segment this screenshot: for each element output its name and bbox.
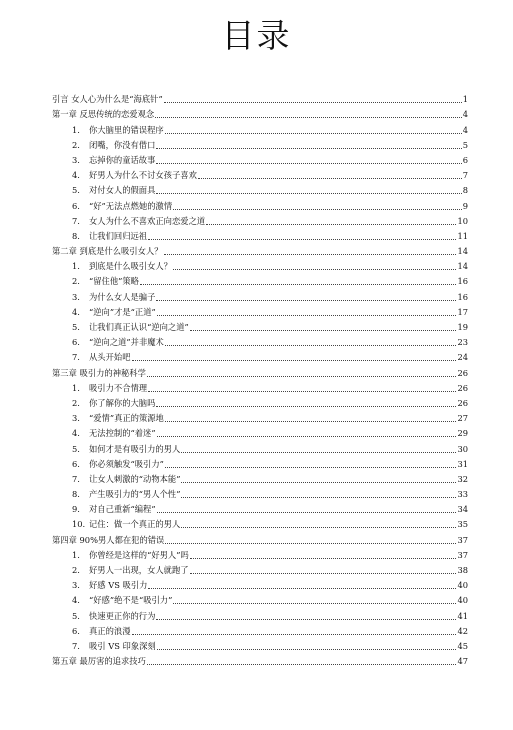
dot-leader <box>155 116 462 118</box>
toc-entry-label: 快速更正你的行为 <box>89 610 156 621</box>
toc-page-number: 7 <box>462 170 468 181</box>
dot-leader <box>173 268 456 270</box>
toc-entry-number: 3. <box>72 291 80 302</box>
toc-chapter-entry[interactable] <box>52 105 468 120</box>
toc-section-entry[interactable] <box>52 257 468 272</box>
toc-section-entry[interactable] <box>52 424 468 439</box>
toc-entry-label: 闭嘴，你没有借口 <box>89 139 156 150</box>
dot-leader <box>132 359 457 361</box>
toc-entry-number: 9. <box>72 504 80 515</box>
toc-page-number: 35 <box>457 519 468 530</box>
toc-entry-number: 2. <box>72 565 80 575</box>
toc-page-number: 17 <box>457 306 468 317</box>
toc-entry-number: 1. <box>72 549 80 560</box>
toc-entry-label: 吸引 VS 印象深刻 <box>89 640 156 651</box>
toc-entry-label: 产生吸引力的“男人个性” <box>89 489 181 500</box>
toc-page-number: 38 <box>457 565 468 575</box>
dot-leader <box>173 602 456 604</box>
toc-entry-number: 7. <box>72 352 80 363</box>
toc-section-entry[interactable] <box>52 606 468 621</box>
toc-page-number: 33 <box>457 489 468 500</box>
toc-entry-label: 好男人一出现，女人就跑了 <box>89 565 189 575</box>
toc-entry-label: 引言 女人心为什么是“海底针” <box>52 94 163 105</box>
table-of-contents <box>52 90 468 667</box>
toc-entry-number: 7. <box>72 640 80 651</box>
dot-leader <box>156 618 456 620</box>
toc-entry-number: 3. <box>72 413 80 424</box>
toc-entry-number: 4. <box>72 428 80 439</box>
toc-page-number: 32 <box>457 473 468 484</box>
toc-entry-number: 5. <box>72 322 80 332</box>
toc-entry-number: 5. <box>72 443 80 454</box>
toc-section-entry[interactable] <box>52 303 468 318</box>
toc-entry-number: 2. <box>72 397 80 408</box>
toc-entry-label: 吸引力不合情理 <box>89 382 148 393</box>
toc-chapter-entry[interactable] <box>52 363 468 378</box>
dot-leader <box>156 299 456 301</box>
toc-entry-label: 如何才是有吸引力的男人 <box>89 443 181 454</box>
toc-section-entry[interactable] <box>52 622 468 637</box>
toc-entry-label: 你曾经是这样的“好男人”吗 <box>89 549 189 560</box>
toc-section-entry[interactable] <box>52 196 468 211</box>
toc-entry-label: 从头开始吧 <box>89 352 131 363</box>
toc-section-entry[interactable] <box>52 576 468 591</box>
toc-page-number: 1 <box>462 94 468 105</box>
dot-leader <box>181 451 456 453</box>
toc-page-number: 11 <box>457 230 468 241</box>
dot-leader <box>157 648 457 650</box>
toc-entry-label: 到底是什么吸引女人？ <box>89 261 172 272</box>
toc-page-number: 9 <box>462 200 468 211</box>
toc-page-number: 6 <box>462 154 468 165</box>
dot-leader <box>198 177 462 179</box>
toc-page-number: 23 <box>457 337 468 348</box>
toc-section-entry[interactable] <box>52 151 468 166</box>
toc-entry-label: “留住他”策略 <box>89 276 139 287</box>
toc-entry-number: 6. <box>72 337 80 348</box>
toc-section-entry[interactable] <box>52 394 468 409</box>
dot-leader <box>165 132 462 134</box>
toc-chapter-entry[interactable] <box>52 652 468 667</box>
toc-entry-label: 女人为什么不喜欢正向恋爱之道 <box>89 215 206 226</box>
toc-entry-number: 7. <box>72 215 80 226</box>
dot-leader <box>156 147 461 149</box>
toc-entry-label: 让我们回归远祖 <box>89 230 148 241</box>
toc-page-number: 14 <box>457 261 468 272</box>
toc-section-entry[interactable] <box>52 348 468 363</box>
toc-entry-label: “逆向”才是“正道” <box>89 306 156 317</box>
toc-page-number: 8 <box>462 185 468 196</box>
toc-entry-number: 5. <box>72 185 80 196</box>
toc-entry-label: 你必须触发“吸引力” <box>89 458 164 469</box>
toc-section-entry[interactable] <box>52 637 468 652</box>
toc-section-entry[interactable] <box>52 485 468 500</box>
toc-page-number: 40 <box>457 595 468 606</box>
toc-entry-label: 对自己重新“编程” <box>89 504 156 515</box>
dot-leader <box>132 633 457 635</box>
dot-leader <box>164 253 457 255</box>
dot-leader <box>148 390 456 392</box>
dot-leader <box>165 466 457 468</box>
dot-leader <box>206 223 456 225</box>
toc-section-entry[interactable] <box>52 455 468 470</box>
toc-page-number: 16 <box>457 276 468 287</box>
toc-section-entry[interactable] <box>52 409 468 424</box>
dot-leader <box>157 435 457 437</box>
toc-page-number: 14 <box>457 246 468 257</box>
toc-section-entry[interactable] <box>52 136 468 151</box>
toc-page-number: 10 <box>457 215 468 226</box>
toc-page-number: 5 <box>462 139 468 150</box>
toc-entry-label: 好感 VS 吸引力 <box>89 580 148 591</box>
toc-section-entry[interactable] <box>52 318 468 333</box>
toc-entry-label: 让我们真正认识“逆向之道” <box>89 322 189 332</box>
dot-leader <box>164 101 462 103</box>
toc-page-number: 16 <box>457 291 468 302</box>
toc-section-entry[interactable] <box>52 379 468 394</box>
toc-section-entry[interactable] <box>52 166 468 181</box>
dot-leader <box>140 283 456 285</box>
dot-leader <box>147 375 457 377</box>
toc-section-entry[interactable] <box>52 515 468 530</box>
toc-entry-label: 你了解你的大脑吗 <box>89 397 156 408</box>
toc-section-entry[interactable] <box>52 181 468 196</box>
dot-leader <box>190 572 457 574</box>
toc-section-entry[interactable] <box>52 591 468 606</box>
dot-leader <box>148 587 456 589</box>
toc-entry-label: 第二章 到底是什么吸引女人？ <box>52 246 163 257</box>
toc-page-number: 37 <box>457 549 468 560</box>
toc-entry-label: 好男人为什么不讨女孩子喜欢 <box>89 170 197 181</box>
toc-entry-number: 6. <box>72 458 80 469</box>
toc-entry-label: 让女人刺激的“动物本能” <box>89 473 181 484</box>
toc-page-number: 40 <box>457 580 468 591</box>
toc-section-entry[interactable] <box>52 561 468 576</box>
toc-page-number: 30 <box>457 443 468 454</box>
dot-leader <box>181 526 456 528</box>
toc-section-entry[interactable] <box>52 546 468 561</box>
toc-entry-number: 7. <box>72 473 80 484</box>
toc-entry-label: “逆向之道”并非魔术 <box>89 337 164 348</box>
dot-leader <box>173 208 462 210</box>
toc-page-number: 26 <box>457 367 468 378</box>
dot-leader <box>165 420 457 422</box>
toc-section-entry[interactable] <box>52 470 468 485</box>
toc-entry-label: 第五章 最厉害的追求技巧 <box>52 656 146 667</box>
toc-entry-label: 为什么女人是骗子 <box>89 291 156 302</box>
toc-section-entry[interactable] <box>52 272 468 287</box>
dot-leader <box>157 314 457 316</box>
toc-page-number: 42 <box>457 625 468 636</box>
toc-entry-number: 8. <box>72 489 80 500</box>
toc-entry-number: 3. <box>72 580 80 591</box>
toc-entry-number: 1. <box>72 124 80 135</box>
dot-leader <box>147 663 457 665</box>
toc-page-number: 29 <box>457 428 468 439</box>
toc-page-number: 4 <box>462 109 468 120</box>
toc-page-number: 37 <box>457 534 468 545</box>
toc-entry-label: 无法控制的“着迷” <box>89 428 156 439</box>
toc-entry-number: 3. <box>72 154 80 165</box>
toc-entry-label: 第四章 90%男人都在犯的错误 <box>52 534 165 545</box>
toc-entry-label: 第一章 反思传统的恋爱观念 <box>52 109 155 120</box>
toc-entry-number: 5. <box>72 610 80 621</box>
toc-entry-label: “爱情”真正的策源地 <box>89 413 164 424</box>
toc-page-number: 26 <box>457 397 468 408</box>
dot-leader <box>190 557 457 559</box>
toc-entry-label: “好”无法点燃她的激情 <box>89 200 173 211</box>
toc-entry-number: 4. <box>72 306 80 317</box>
toc-section-entry[interactable] <box>52 212 468 227</box>
toc-page-number: 19 <box>457 322 468 332</box>
toc-chapter-entry[interactable] <box>52 242 468 257</box>
toc-entry-number: 1. <box>72 382 80 393</box>
dot-leader <box>165 344 457 346</box>
toc-chapter-entry[interactable] <box>52 530 468 545</box>
toc-entry-number: 1. <box>72 261 80 272</box>
toc-page-number: 31 <box>457 458 468 469</box>
dot-leader <box>181 496 456 498</box>
toc-page-number: 4 <box>462 124 468 135</box>
dot-leader <box>156 405 456 407</box>
dot-leader <box>181 481 456 483</box>
toc-chapter-entry[interactable] <box>52 90 468 105</box>
dot-leader <box>157 511 457 513</box>
toc-entry-label: 记住：做一个真正的男人 <box>89 519 181 530</box>
toc-entry-label: 忘掉你的童话故事 <box>89 154 156 165</box>
toc-entry-number: 8. <box>72 230 80 241</box>
toc-page-number: 26 <box>457 382 468 393</box>
toc-page-number: 41 <box>457 610 468 621</box>
toc-section-entry[interactable] <box>52 500 468 515</box>
toc-page-number: 24 <box>457 352 468 363</box>
toc-entry-number: 10. <box>72 519 86 530</box>
toc-entry-label: 真正的浪漫 <box>89 625 131 636</box>
toc-entry-number: 2. <box>72 139 80 150</box>
toc-section-entry[interactable] <box>52 333 468 348</box>
toc-entry-number: 6. <box>72 625 80 636</box>
toc-page-number: 45 <box>457 640 468 651</box>
toc-page-number: 47 <box>457 656 468 667</box>
dot-leader <box>156 192 461 194</box>
page-title: 目录 <box>221 16 292 55</box>
toc-entry-label: “好感”绝不是“吸引力” <box>89 595 173 606</box>
toc-section-entry[interactable] <box>52 120 468 135</box>
toc-entry-label: 你大脑里的错误程序 <box>89 124 164 135</box>
dot-leader <box>148 238 456 240</box>
toc-entry-number: 6. <box>72 200 80 211</box>
toc-entry-label: 对付女人的假面具 <box>89 185 156 196</box>
toc-entry-number: 4. <box>72 170 80 181</box>
dot-leader <box>156 162 461 164</box>
toc-entry-label: 第三章 吸引力的神秘科学 <box>52 367 146 378</box>
toc-page-number: 34 <box>457 504 468 515</box>
dot-leader <box>165 542 456 544</box>
toc-section-entry[interactable] <box>52 227 468 242</box>
toc-entry-number: 2. <box>72 276 80 287</box>
toc-entry-number: 4. <box>72 595 80 606</box>
toc-page-number: 27 <box>457 413 468 424</box>
dot-leader <box>190 329 457 331</box>
toc-section-entry[interactable] <box>52 287 468 302</box>
toc-section-entry[interactable] <box>52 439 468 454</box>
